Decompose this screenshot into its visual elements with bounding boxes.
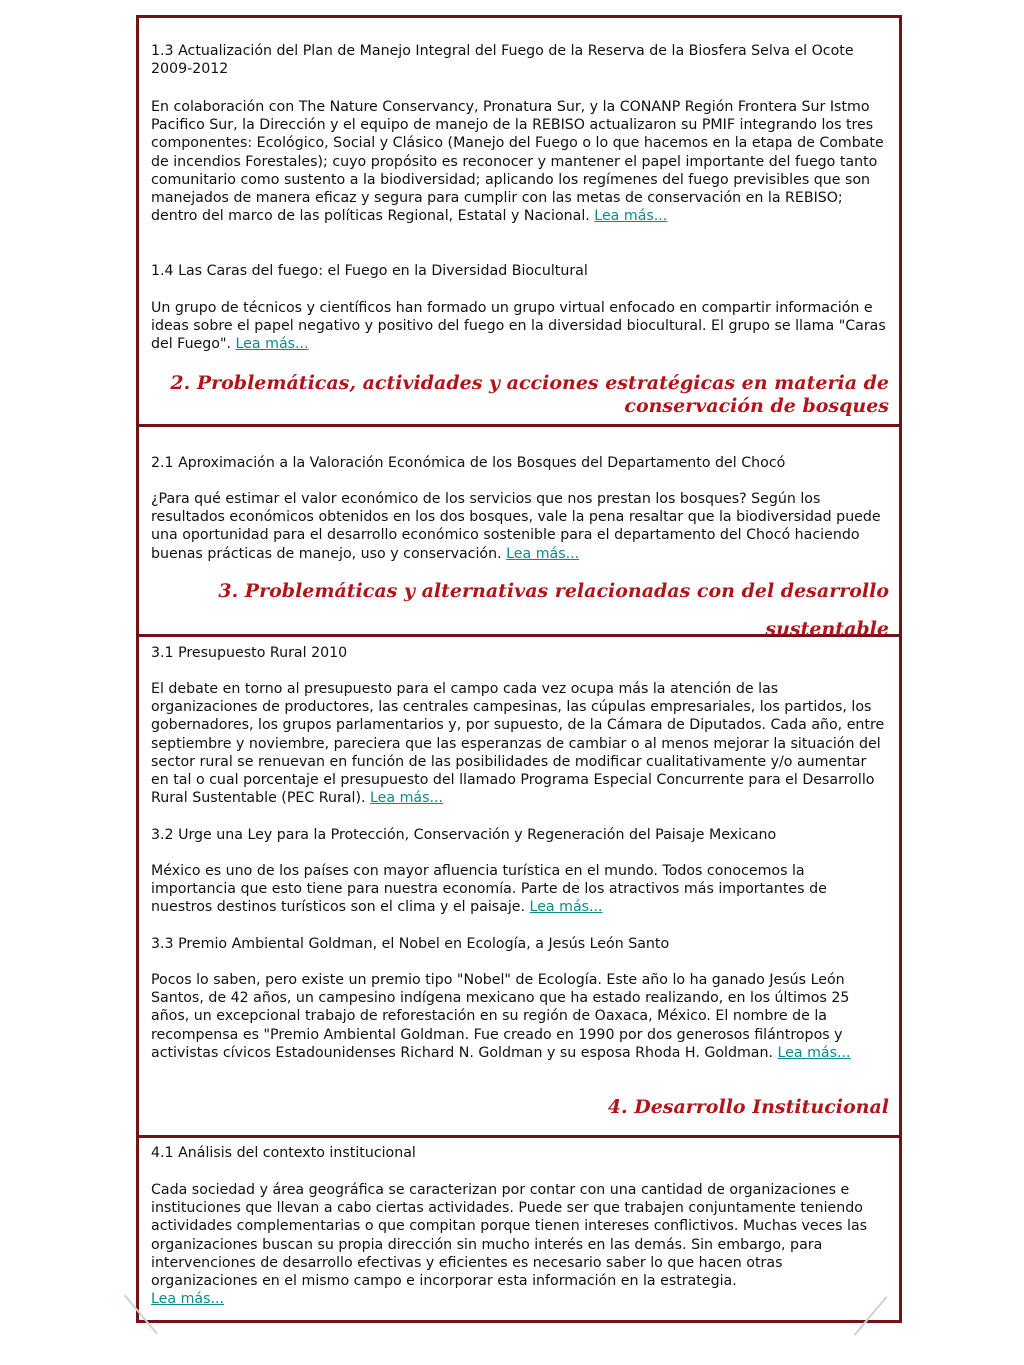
- section-heading-4: 4. Desarrollo Institucional: [607, 1096, 889, 1118]
- article-body-3-3: Pocos lo saben, pero existe un premio tipo "Nobel" de Ecología. Este año lo ha ganado Jesús León Santos, de 42 años, un campesino indígena mexicano que ha estado realizando, en los últimos 25 años, un excepcional trabajo de reforestación en su región de Oaxaca, México. El nombre de la recompensa es "Premio Ambiental Goldman. Fue creado en 1990 por dos generosos filántropos y activistas cívicos Estadounidenses Richard N. Goldman y su esposa Rhoda H. Goldman. Lea más...: [151, 972, 851, 1061]
- read-more-link-3-2[interactable]: Lea más...: [529, 899, 603, 916]
- read-more-link-3-1[interactable]: Lea más...: [370, 790, 444, 807]
- section-heading-3-continued: sustentable: [765, 618, 889, 640]
- article-body-4-1: Cada sociedad y área geográfica se caracterizan por contar con una cantidad de organizaciones e instituciones que llevan a cabo ciertas actividades. Puede ser que trabajen conjuntamente teniendo actividades complementarias o que compitan porque tienen intereses conflictivos. Muchas veces las organizaciones buscan su propia dirección sin mucho interés en las demás. Sin embargo, para intervenciones de desarrollo efectivas y eficientes es necesario saber lo que hacen otras organizaciones en el mismo campo e incorporar esta información en la estrategia. Lea más...: [151, 1182, 868, 1308]
- read-more-link-3-3[interactable]: Lea más...: [777, 1044, 851, 1061]
- article-title-3-2: 3.2 Urge una Ley para la Protección, Conservación y Regeneración del Paisaje Mexicano: [151, 827, 777, 843]
- article-body-1-4: Un grupo de técnicos y científicos han formado un grupo virtual enfocado en compartir información e ideas sobre el papel negativo y positivo del fuego en la diversidad biocultural. El grupo se llama "Caras del Fuego". Lea más...: [151, 300, 886, 353]
- article-body-3-2: México es uno de los países con mayor afluencia turística en el mundo. Todos conocemos la importancia que esto tiene para nuestra economía. Parte de los atractivos más importantes de nuestros destinos turísticos son el clima y el paisaje. Lea más...: [151, 863, 827, 916]
- read-more-link-4-1[interactable]: Lea más...: [151, 1291, 225, 1308]
- read-more-link-1-3[interactable]: Lea más...: [594, 208, 668, 225]
- content-frame: [136, 15, 902, 1323]
- article-body-1-3: En colaboración con The Nature Conservancy, Pronatura Sur, y la CONANP Región Frontera Sur Istmo Pacifico Sur, la Dirección y el equipo de manejo de la REBISO actualizaron su PMIF integrando los tres componentes: Ecológico, Social y Clásico (Manejo del Fuego o lo que hacemos en la etapa de Combate de incendios Forestales); cuyo propósito es reconocer y mantener el papel importante del fuego tanto comunitario como sustento a la biodiversidad; aplicando los regímenes del fuego previsibles que son manejados de manera eficaz y segura para cumplir con las metas de conservación en la REBISO; dentro del marco de las políticas Regional, Estatal y Nacional. Lea más...: [151, 99, 884, 225]
- section-divider: [139, 424, 899, 427]
- section-heading-2: 2. Problemáticas, actividades y acciones estratégicas en materia de conservación de bosques: [170, 372, 889, 417]
- read-more-link-1-4[interactable]: Lea más...: [235, 336, 309, 353]
- article-title-1-4: 1.4 Las Caras del fuego: el Fuego en la Diversidad Biocultural: [151, 263, 588, 279]
- article-body-2-1: ¿Para qué estimar el valor económico de los servicios que nos prestan los bosques? Según los resultados económicos obtenidos en los dos bosques, vale la pena resaltar que la biodiversidad puede una oportunidad para el desarrollo económico sostenible para el departamento del Chocó haciendo buenas prácticas de manejo, uso y conservación. Lea más...: [151, 491, 881, 562]
- section-divider: [139, 1135, 899, 1138]
- section-heading-3: 3. Problemáticas y alternativas relacionadas con del desarrollo: [218, 580, 889, 602]
- article-title-4-1: 4.1 Análisis del contexto institucional: [151, 1145, 416, 1161]
- article-body-3-1: El debate en torno al presupuesto para el campo cada vez ocupa más la atención de las organizaciones de productores, las centrales campesinas, las cúpulas empresariales, los partidos, los gobernadores, los grupos parlamentarios y, por supuesto, de la Cámara de Diputados. Cada año, entre septiembre y noviembre, pareciera que las esperanzas de cambiar o al menos mejorar la situación del sector rural se renuevan en función de las posibilidades de modificar cualitativamente y/o aumentar en tal o cual porcentaje el presupuesto del llamado Programa Especial Concurrente para el Desarrollo Rural Sustentable (PEC Rural). Lea más...: [151, 681, 885, 807]
- article-title-2-1: 2.1 Aproximación a la Valoración Económica de los Bosques del Departamento del Chocó: [151, 455, 786, 471]
- article-title-3-3: 3.3 Premio Ambiental Goldman, el Nobel en Ecología, a Jesús León Santo: [151, 936, 670, 952]
- article-title-1-3: 1.3 Actualización del Plan de Manejo Integral del Fuego de la Reserva de la Biosfera Selva el Ocote 2009-2012: [151, 43, 854, 78]
- article-title-3-1: 3.1 Presupuesto Rural 2010: [151, 645, 348, 661]
- read-more-link-2-1[interactable]: Lea más...: [506, 545, 580, 562]
